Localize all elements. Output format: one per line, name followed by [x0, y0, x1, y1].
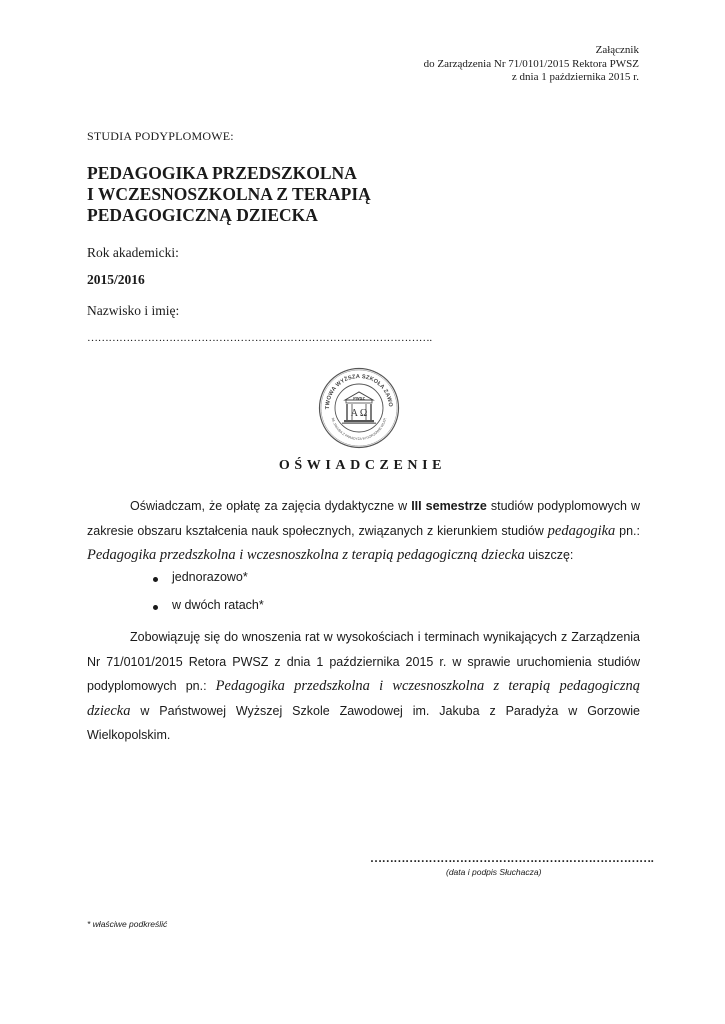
program-title-line: I WCZESNOSZKOLNA Z TERAPIĄ [87, 184, 371, 204]
payment-option-installments: w dwóch ratach* [172, 598, 264, 612]
name-fill-line: ……………………………………………………………………………………. [87, 332, 432, 344]
svg-text:IM. JAKUBA Z PARADYŻA W GORZOW: IM. JAKUBA Z PARADYŻA W GORZOWIE WLKP. [330, 417, 388, 442]
academic-year-label: Rok akademicki: [87, 245, 179, 260]
annex-line: Załącznik [595, 44, 639, 56]
field-of-study: pedagogika [547, 522, 616, 539]
declaration-heading: OŚWIADCZENIE [278, 458, 447, 473]
paragraph-text: pn.: [615, 523, 641, 538]
declaration-paragraph [87, 494, 640, 568]
paragraph-text: w Państwowej Wyższej Szkole Zawodowej im. Jakuba z Paradyża w Gorzowie Wielkopolskim. [87, 703, 640, 742]
footnote: * właściwe podkreślić [87, 919, 168, 929]
bullet-icon [153, 605, 158, 610]
program-name-italic: Pedagogika przedszkolna i wczesnoszkolna z terapią pedagogiczną dziecka [87, 547, 525, 563]
annex-note [424, 44, 639, 85]
annex-line: do Zarządzenia Nr 71/0101/2015 Rektora PWSZ [423, 57, 639, 70]
academic-year-value: 2015/2016 [87, 272, 145, 287]
program-name-italic: Pedagogika przedszkolna i wczesnoszkolna z terapią pedagogiczną dziecka [87, 678, 640, 719]
bullet-icon [153, 577, 158, 582]
signature-line: ………………………………………………………………. [370, 851, 654, 865]
payment-option-once: jednorazowo* [172, 570, 248, 584]
annex-line: z dnia 1 października 2015 r. [511, 71, 639, 83]
obligation-paragraph [87, 625, 640, 748]
svg-text:PWSZ: PWSZ [353, 395, 365, 401]
program-title-line: PEDAGOGICZNĄ DZIECKA [87, 205, 318, 225]
paragraph-text: Zobowiązuję się do wnoszenia rat w wysokościach i terminach wynikających z Zarządzenia Nr 71/0101/2015 Retora PWSZ z dnia 1 października 2015 r. w sprawie uruchomienia studiów podyplomowych pn.: [87, 630, 640, 693]
paragraph-text: uiszczę: [524, 548, 574, 562]
program-title [87, 163, 371, 226]
studies-label: STUDIA PODYPLOMOWE: [87, 129, 234, 143]
paragraph-text: studiów podyplomowych w zakresie obszaru kształcenia nauk społecznych, związanych z kierunkiem studiów [87, 499, 640, 538]
paragraph-text: Oświadczam, że opłatę za zajęcia dydaktyczne w [130, 499, 412, 513]
name-label: Nazwisko i imię: [87, 303, 180, 318]
signature-caption: (data i podpis Słuchacza) [446, 867, 542, 877]
svg-text:PAŃSTWOWA WYŻSZA SZKOŁA ZAWODO: TWOWA WYŻSZA SZKOŁA ZAWO [324, 373, 394, 410]
semester-emphasis: III semestrze [411, 499, 487, 513]
program-title-line: PEDAGOGIKA PRZEDSZKOLNA [87, 163, 357, 183]
svg-text:A Ω: A Ω [350, 408, 368, 419]
university-seal-logo [318, 367, 400, 449]
